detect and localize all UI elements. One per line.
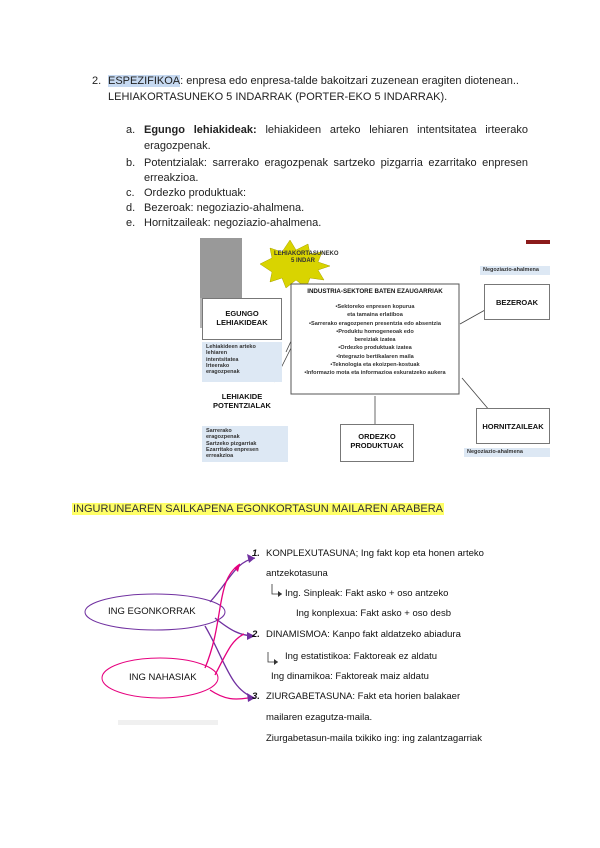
center-box (292, 288, 458, 378)
item3-line1: ZIURGABETASUNA: Fakt eta horien balakaer (266, 691, 461, 702)
section-heading-line2: LEHIAKORTASUNEKO 5 INDARRAK (PORTER-EKO 5 INDARRAK). (108, 91, 448, 103)
center-item-7: •Teknologia eta ekoizpen-kostuak (330, 362, 420, 369)
hornitzaileak-box: HORNITZAILEAK (476, 408, 550, 444)
term-highlight: ESPEZIFIKOA (108, 75, 181, 87)
egungo-note-4: eragozpenak (206, 369, 240, 376)
center-item-5: •Ordezko produktuak izatea (338, 345, 412, 352)
item-c-letter: c. (126, 187, 135, 199)
egungo-note-3: Irteerako (206, 362, 230, 369)
potentzialak-note-3: Ezarritako enpresen (206, 446, 259, 453)
item-a-line2: eragozpenak. (144, 140, 211, 152)
item2-number: 2. (252, 629, 260, 640)
hook-head-1 (278, 591, 282, 597)
faint-shadow (118, 720, 218, 725)
item3-line3: Ziurgabetasun-maila txikiko ing: ing zalantzagarriak (266, 733, 482, 744)
potentzialak-box: LEHIAKIDE POTENTZIALAK (202, 386, 282, 422)
item1-sub1: Ing. Sinpleak: Fakt asko + oso antzeko (285, 588, 449, 599)
item-a-letter: a. (126, 124, 136, 136)
porter-five-forces-diagram (200, 236, 554, 464)
item-e-text: Hornitzaileak: negoziazio-ahalmena. (144, 217, 322, 229)
item2-sub1: Ing estatistikoa: Faktoreak ez aldatu (285, 651, 438, 662)
arrow-bezeroak (460, 310, 485, 324)
potentzialak-note-0: Sarrerako (206, 428, 232, 434)
egungo-note-1: lehiaren (206, 350, 228, 357)
ingurune-title: INGURUNEAREN SAILKAPENA EGONKORTASUN MAILAREN ARABERA (73, 503, 444, 515)
section-number: 2. (92, 75, 102, 87)
pink-arrow-1 (205, 564, 240, 668)
item-a-bold: Egungo lehiakideak: (144, 124, 257, 136)
item-d-letter: d. (126, 202, 136, 214)
item-d-text: Bezeroak: negoziazio-ahalmena. (144, 202, 305, 214)
center-item-4: bereiziak izatea (354, 337, 396, 344)
ellipse-egonkorrak-label: ING EGONKORRAK (108, 606, 196, 617)
item-b-line2: erreakzioa. (144, 172, 199, 184)
egungo-notes (202, 342, 282, 382)
item-a-text: lehiakideen arteko lehiaren intentsitatea irteerako (256, 124, 529, 136)
center-item-8: •Informazio mota eta informazioa eskuratzeko aukera (304, 370, 446, 377)
hook-head-2 (274, 659, 278, 665)
hornitzaileak-note: Negoziazio-ahalmena (464, 448, 550, 457)
item2-line1: DINAMISMOA: Kanpo fakt aldatzeko abiadura (266, 629, 461, 640)
center-item-1: eta tamaina erlatiboa (347, 312, 403, 319)
item2-sub2: Ing dinamikoa: Faktoreak maiz aldatu (271, 671, 429, 682)
dark-red-bar (526, 240, 550, 244)
item-b-letter: b. (126, 157, 136, 169)
item-b-line1: Potentzialak: sarrerako eragozpenak sartzeko pizgarria ezarritako enpresen (144, 157, 528, 169)
egungo-box: EGUNGO LEHIAKIDEAK (202, 298, 282, 340)
grey-band (200, 238, 242, 298)
ordezko-box: ORDEZKO PRODUKTUAK (340, 424, 414, 462)
bezeroak-box: BEZEROAK (484, 284, 550, 320)
potentzialak-note-4: erreakzioa (206, 453, 234, 460)
section-heading-line1 (108, 73, 519, 89)
item-c-text: Ordezko produktuak: (144, 187, 247, 199)
item3-number: 3. (252, 691, 260, 702)
center-item-2: •Sarrerako eragozpenen presentzia edo absentzia (309, 320, 441, 327)
bezeroak-note: Negoziazio-ahalmena (480, 266, 550, 275)
item1-number: 1. (252, 548, 260, 559)
purple-arrow-1 (210, 558, 255, 602)
item-e-letter: e. (126, 217, 136, 229)
hook-arrow-2 (268, 652, 278, 662)
center-item-3: •Produktu homogeneoak edo (336, 328, 414, 335)
center-item-0: •Sektoreko enpresen kopurua (335, 304, 415, 310)
item1-line2: antzekotasuna (266, 568, 328, 579)
hook-arrow-1 (272, 584, 282, 594)
heading-rest: : enpresa edo enpresa-talde bakoitzari zuzenean eragiten diotenean.. (180, 75, 519, 87)
star-label: LEHIAKORTASUNEKO 5 INDAR (274, 251, 339, 264)
item-a-line1 (144, 122, 528, 138)
item1-sub2: Ing konplexua: Fakt asko + oso desb (296, 608, 452, 619)
potentzialak-note-2: Sartzeko pizgarriak (206, 440, 257, 447)
item3-line2: mailaren ezagutza-maila. (266, 712, 373, 723)
center-item-6: •Integrazio bertikalaren maila (336, 353, 414, 360)
ellipse-nahasiak-label: ING NAHASIAK (129, 672, 197, 683)
item1-line1: KONPLEXUTASUNA; Ing fakt kop eta honen arteko (266, 548, 484, 559)
arrow-hornitzaileak (462, 378, 490, 411)
potentzialak-notes (202, 426, 288, 462)
egungo-note-0: Lehiakideen arteko (206, 344, 256, 350)
egungo-note-2: intentsitatea (206, 356, 239, 363)
potentzialak-note-1: eragozpenak (206, 434, 240, 441)
center-title: INDUSTRIA-SEKTORE BATEN EZAUGARRIAK (307, 288, 443, 295)
